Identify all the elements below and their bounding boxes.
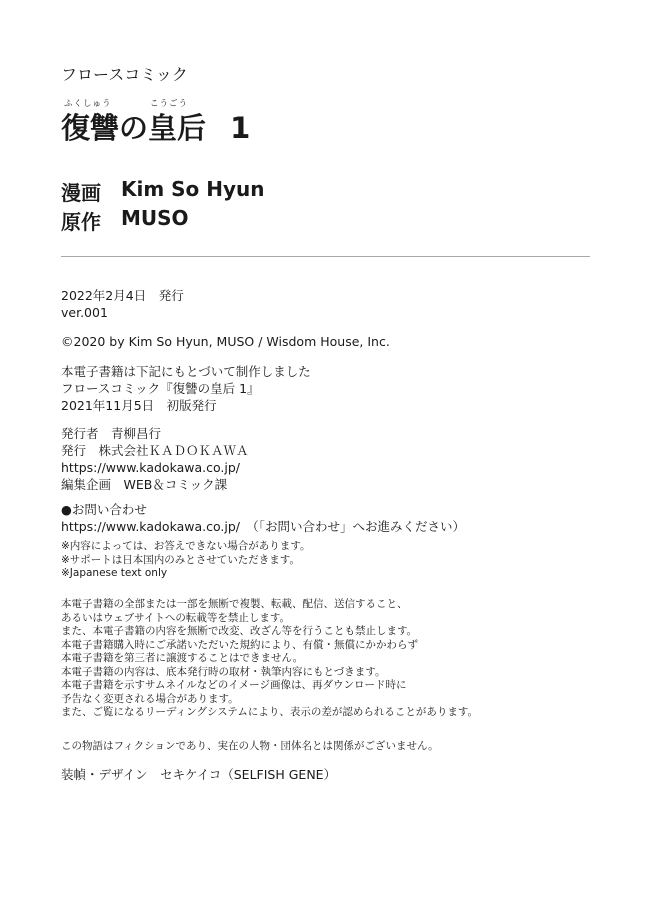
inquiry-note: ※サポートは日本国内のみとさせていただきます。 — [61, 553, 300, 566]
source-line: 2021年11月5日 初版発行 — [61, 398, 217, 413]
legal-notice — [61, 598, 478, 720]
fiction-notice: この物語はフィクションであり、実在の人物・団体名とは関係がございません。 — [61, 740, 439, 752]
artist-name: Kim So Hyun — [121, 177, 265, 201]
publisher-line: 発行 株式会社ＫＡＤＯＫＡＷＡ — [61, 443, 249, 458]
legal-line: 本電子書籍を第三者に譲渡することはできません。 — [61, 652, 304, 664]
author-credit — [61, 206, 361, 235]
inquiry-heading: ●お問い合わせ — [61, 502, 147, 517]
legal-line: 予告なく変更される場合があります。 — [61, 692, 239, 705]
legal-line: 本電子書籍を示すサムネイルなどのイメージ画像は、再ダウンロード時に — [61, 679, 407, 691]
inquiry-block — [61, 501, 465, 535]
legal-line: 本電子書籍の内容は、底本発行時の取材・執筆内容にもとづきます。 — [61, 665, 386, 678]
book-title — [61, 106, 250, 147]
publish-date: 2022年2月4日 発行 — [61, 288, 184, 303]
title-ruby-fukushuu: ふくしゅう — [64, 99, 112, 109]
artist-credit — [61, 177, 361, 206]
publisher-block — [61, 425, 249, 493]
source-line: フロースコミック『復讐の皇后 1』 — [61, 381, 260, 396]
title-ruby-kougou: こうごう — [150, 99, 189, 109]
source-line: 本電子書籍は下記にもとづいて制作しました — [61, 364, 311, 379]
inquiry-note: ※Japanese text only — [61, 567, 168, 579]
title-main: 復讐の皇后 — [61, 111, 207, 145]
publisher-line: 編集企画 WEB＆コミック課 — [61, 477, 228, 492]
publisher-line: 発行者 青柳昌行 — [61, 426, 162, 441]
inquiry-notes — [61, 540, 310, 581]
divider — [61, 256, 590, 257]
inquiry-note: ※内容によっては、お答えできない場合があります。 — [61, 540, 311, 552]
design-credit: 装幀・デザイン セキケイコ（SELFISH GENE） — [61, 767, 337, 782]
legal-line: あるいはウェブサイトへの転載等を禁止します。 — [61, 611, 291, 624]
inquiry-url-link[interactable]: https://www.kadokawa.co.jp/ （「お問い合わせ」へお進みください） — [61, 519, 465, 534]
publisher-url-link[interactable]: https://www.kadokawa.co.jp/ — [61, 460, 240, 475]
source-block — [61, 363, 311, 414]
author-name: MUSO — [121, 206, 189, 230]
edition-block — [61, 287, 184, 321]
artist-role: 漫画 — [61, 181, 101, 205]
imprint-label: フロースコミック — [61, 65, 188, 84]
version: ver.001 — [61, 305, 108, 320]
copyright: ©2020 by Kim So Hyun, MUSO / Wisdom House, Inc. — [61, 334, 390, 349]
title-volume: 1 — [230, 111, 251, 145]
author-role: 原作 — [61, 210, 101, 234]
legal-line: また、ご覧になるリーディングシステムにより、表示の差が認められることがあります。 — [61, 706, 479, 718]
legal-line: 本電子書籍の全部または一部を無断で複製、転載、配信、送信すること、 — [61, 598, 408, 610]
legal-line: また、本電子書籍の内容を無断で改変、改ざん等を行うことも禁止します。 — [61, 625, 418, 637]
legal-line: 本電子書籍購入時にご承諾いただいた規約により、有償・無償にかかわらず — [61, 638, 418, 651]
